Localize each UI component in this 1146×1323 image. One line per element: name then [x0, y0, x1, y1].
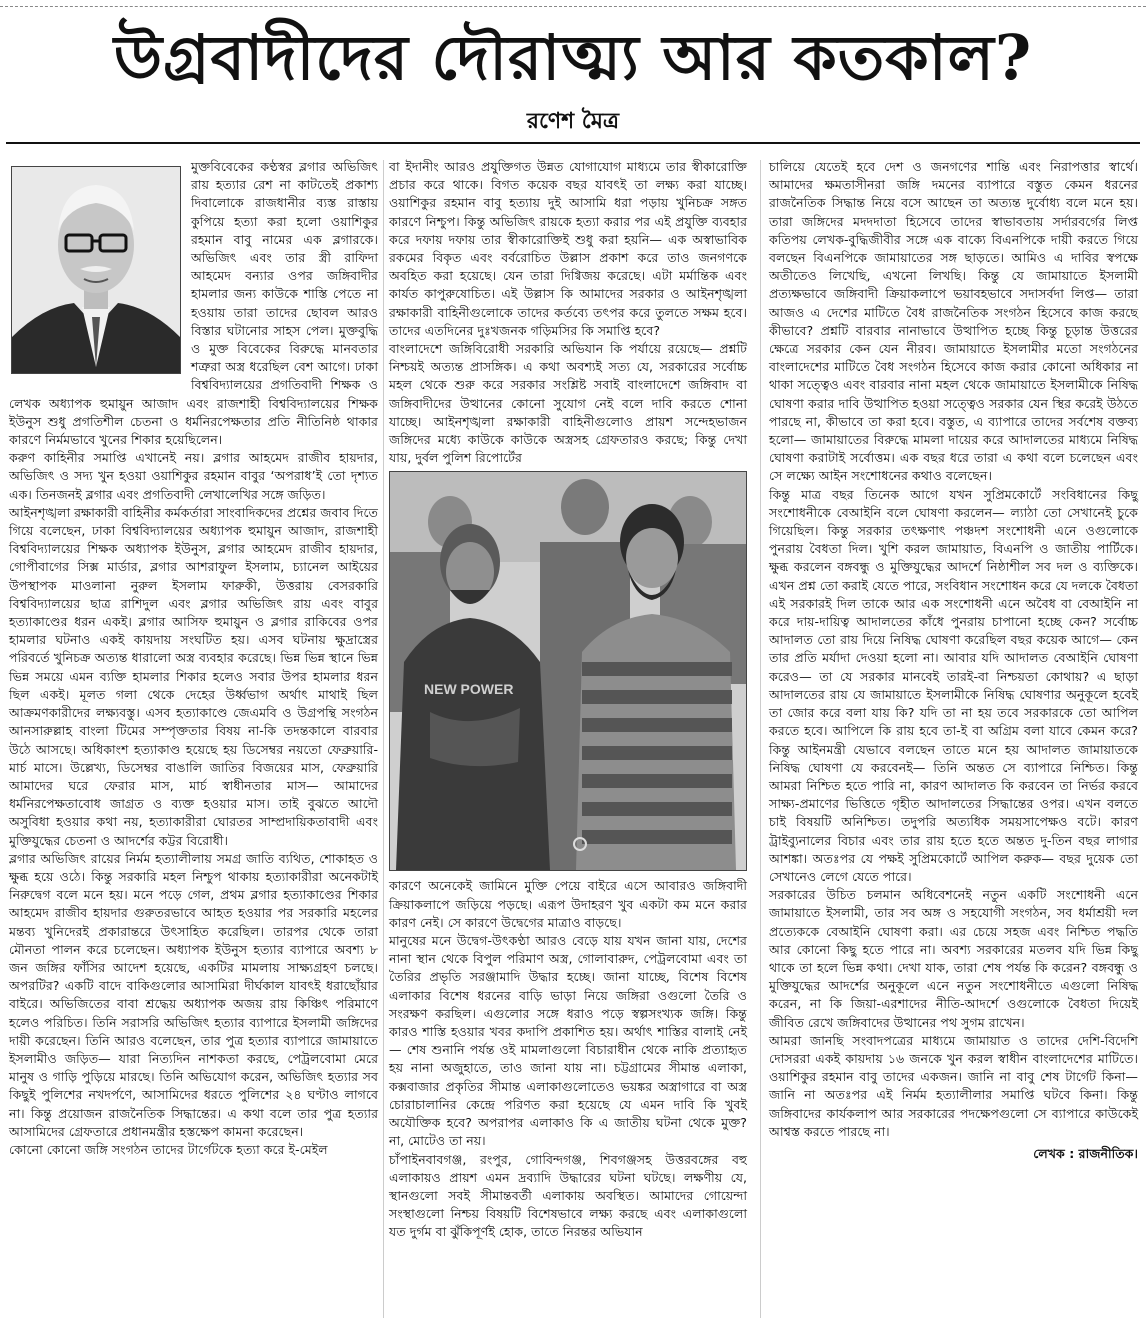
- top-border: [0, 0, 1146, 7]
- paragraph: চালিয়ে যেতেই হবে দেশ ও জনগণের শান্তি এবং নিরাপত্তার স্বার্থে। আমাদের ক্ষমতাসীনরা জঙ্গি দমনের ব্যাপারে বস্তুত কেমন ধরনের রাজনৈতিক সিদ্ধান্ত নিয়ে বসে আছেন তা অত্যন্ত দুর্বোধ্য বলে মনে হয়। তারা জঙ্গিদের মদদদাতা হিসেবে তাদের স্বাভাবতায় সর্দারবর্গের লিপ্ত কতিপয় লেখক-বুদ্ধিজীবীর সঙ্গে এক বাক্যে বিএনপিকে দায়ী করতে গিয়ে বলছেন বিএনপিকে জামায়াতের সঙ্গ ছাড়তে। আমিও এ দাবির স্বপক্ষে অতীতেও লিখেছি, এখনো লিখছি। কিন্তু যে জামায়াতে ইসলামী প্রত্যক্ষভাবে জঙ্গিবাদী ক্রিয়াকলাপে ভয়াবহভাবে সদাসর্বদা লিপ্ত— তারা আজও এ দেশের মাটিতে বৈধ রাজনৈতিক সংগঠন হিসেবে কাজ করছে কীভাবে? প্রশ্নটি বারবার নানাভাবে উত্থাপিত হচ্ছে কিন্তু চূড়ান্ত উত্তরের ক্ষেত্রে সরকার কেন যেন নীরব। জামায়াতে ইসলামীর মতো সংগঠনের বাংলাদেশের মাটিতে বৈধ সংগঠন হিসেবে কাজ করার কোনো অধিকার না থাকা সত্ত্বেও এবং বারবার নানা মহল থেকে জামায়াতে ইসলামীকে নিষিদ্ধ ঘোষণা করার দাবি উত্থাপিত হওয়া সত্ত্বেও সরকার যেন স্থির করেই উঠতে পারছে না, কীভাবে তা করা হবে। বস্তুত, এ ব্যাপারে তাদের সর্বশেষ বক্তব্য হলো— জামায়াতের বিরুদ্ধে মামলা দায়ের করে আদালতের মাধ্যমে নিষিদ্ধ ঘোষণা করাটাই সর্বোত্তম। এক বছর ধরে তারা এ কথা বলে চলেছেন এবং সে লক্ষ্যে আইন সংশোধনের কথাও বলেছেন।: [769, 159, 1138, 484]
- paragraph: ব্লগার অভিজিৎ রায়ের নির্মম হত্যালীলায় সমগ্র জাতি ব্যথিত, শোকাহত ও ক্ষুব্ধ হয়ে ওঠে। কিন্তু সরকারি মহল নিশ্চুপ থাকায় হত্যাকারীরা অনেকটাই নিরুদ্বেগ বলে মনে হয়। মনে পড়ে গেল, প্রথম ব্লগার হত্যাকাণ্ডের শিকার আহমেদ রাজীব হায়দার গুরুতরভাবে আহত হওয়ার পর সরকারি মহলের মন্তব্য খুনিদেরই প্রকারান্তরে উৎসাহিত করেছিল। তারপর থেকে তারা মৌনতা পালন করে চলেছেন। অধ্যাপক ইউনুস হত্যার ব্যাপারে অবশ্য ৮ জন জঙ্গির ফাঁসির আদেশ হয়েছে, একটির মামলায় সাক্ষ্যগ্রহণ চলছে। অপরটির? একটি বাদে বাকিগুলোর আসামিরা দীর্ঘকাল যাবৎই ধরাছোঁয়ার বাইরে। অভিজিতের বাবা শ্রদ্ধেয় অধ্যাপক অজয় রায় কিঞ্চিৎ পরিমাণে হলেও পরিচিত। তিনি সরাসরি অভিজিৎ হত্যার ব্যাপারে ইসলামী জঙ্গিদের দায়ী করেছেন। তিনি আরও বলেছেন, তার পুত্র হত্যার ব্যাপারে জামায়াতে ইসলামীও জড়িত— যারা নিত্যদিন নাশকতা করছে, পেট্রলবোমা মেরে মানুষ ও গাড়ি পুড়িয়ে মারছে। তিনি অভিযোগ করেন, অভিজিৎ হত্যার সব কিছুই পুলিশের নখদর্পণে, আসামিদের ধরতে পুলিশের ২৪ ঘণ্টাও লাগবে না। কিন্তু প্রয়োজন রাজনৈতিক সিদ্ধান্তের। এ কথা বলে তার পুত্র হত্যার আসামিদের গ্রেফতারে প্রধানমন্ত্রীর হস্তক্ষেপ কামনা করেছেন।: [9, 850, 378, 1139]
- column-3: [769, 158, 1138, 1163]
- paragraph: কোনো কোনো জঙ্গি সংগঠন তাদের টার্গেটকে হত্যা করে ই-মেইল: [9, 1141, 328, 1157]
- column-1: [9, 158, 378, 1159]
- header-rule: [6, 142, 1140, 144]
- paragraph: বা ইদানীং আরও প্রযুক্তিগত উন্নত যোগাযোগ মাধ্যমে তার স্বীকারোক্তি প্রচার করে থাকে। বিগত কয়েক বছর যাবৎই তা লক্ষ্য করা যাচ্ছে। ওয়াশিকুর রহমান বাবু হত্যায় দুই আসামি ধরা পড়ায় খুনিচক্র সঙ্গত কারণে নিশ্চুপ। কিন্তু অভিজিৎ রায়কে হত্যা করার পর এই প্রযুক্তি ব্যবহার করে দফায় দফায় তার স্বীকারোক্তিই শুধু করা হয়নি— এক অস্বাভাবিক রকমের বিকৃত এবং বর্বরোচিত উল্লাস প্রকাশ করে তাও জনগণকে অবহিত করা হয়েছে। যেন তারা দিগ্বিজয় করেছে। এটা মর্মান্তিক এবং কার্যত কাপুরুষোচিত। এই উল্লাস কি আমাদের সরকার ও আইনশৃঙ্খলা রক্ষাকারী বাহিনীগুলোকে তাদের কর্তব্যে তৎপর করে তুলতে সক্ষম হবে। তাদের এতদিনের দুঃখজনক গড়িমসির কি সমাপ্তি হবে?: [389, 159, 747, 338]
- paragraph: চাঁপাইনবাবগঞ্জ, রংপুর, গোবিন্দগঞ্জ, শিবগঞ্জসহ উত্তরবঙ্গের বহু এলাকায়ও প্রায়শ এমন দ্রব্যাদি উদ্ধারের ঘটনা ঘটছে। লক্ষণীয় যে, স্থানগুলো সবই সীমান্তবর্তী এলাকায় অবস্থিত। আমাদের গোয়েন্দা সংস্থাগুলো নিশ্চয় বিষয়টি বিশেষভাবে লক্ষ্য করছে এবং এলাকাগুলো যত দুর্গম বা ঝুঁকিপূর্ণই হোক, তাতে নিরন্তর অভিযান: [389, 1151, 747, 1240]
- paragraph: আইনশৃঙ্খলা রক্ষাকারী বাহিনীর কর্মকর্তারা সাংবাদিকদের প্রশ্নের জবাব দিতে গিয়ে বলেছেন, ঢাকা বিশ্ববিদ্যালয়ের অধ্যাপক হুমায়ুন আজাদ, রাজশাহী বিশ্ববিদ্যালয়ের শিক্ষক অধ্যাপক ইউনুস, ব্লগার আহমেদ রাজীব হায়দার, গোপীবাগের সিক্স মার্ডার, ব্লগার আশরাফুল ইসলাম, চ্যানেল আইয়ের উপস্থাপক মাওলানা নুরুল ইসলাম ফারুকী, উত্তরায় বেসরকারি বিশ্ববিদ্যালয়ের ছাত্র রাশিদুল এবং ব্লগার অভিজিৎ রায় এবং বাবুর হত্যাকাণ্ডের ধরন একই। ব্লগার আসিফ হুমায়ুন ও ব্লগার রাকিবের ওপর হামলার ঘটনাও একই কায়দায় সংঘটিত হয়। এসব ঘটনায় ক্ষুদ্রাস্ত্রের পরিবর্তে খুনিচক্র অত্যন্ত ধারালো অস্ত্র ব্যবহার করেছে। ভিন্ন ভিন্ন স্থানে ভিন্ন ভিন্ন সময়ে এমন ব্যক্তি হামলার শিকার হলেও সবার উপর হামলার ধরন ছিল একই। মূলত গলা থেকে দেহের উর্ধ্বভাগ অর্থাৎ মাথাই ছিল আক্রমণকারীদের লক্ষ্যবস্তু। এসব হত্যাকাণ্ডে জেএমবি ও উগ্রপন্থি সংগঠন আনসারুল্লাহ বাংলা টিমের সম্পৃক্ততার বিষয় না-কি তদন্তকালে বারবার উঠে আসছে। অধিকাংশ হত্যাকাণ্ড হয়েছে হয় ডিসেম্বর নয়তো ফেব্রুয়ারি-মার্চ মাসে। উল্লেখ্য, ডিসেম্বর বাঙালি জাতির বিজয়ের মাস, ফেব্রুয়ারি আমাদের ঘরে ফেরার মাস, মার্চ স্বাধীনতার মাস— আমাদের ধর্মনিরপেক্ষতাবোধ জাগ্রত ও ব্যক্ত হওয়ার মাস। তাই বুঝতে আদৌ অসুবিধা হওয়ার কথা নয়, হত্যাকারীরা ঘোরতর সাম্প্রদায়িকতাবাদী এবং মুক্তিযুদ্ধের চেতনা ও আদর্শের কট্টর বিরোধী।: [9, 504, 378, 848]
- news-photo: [389, 471, 747, 871]
- author-photo: [11, 166, 181, 374]
- paragraph: সরকারের উচিত চলমান অধিবেশনেই নতুন একটি সংশোধনী এনে জামায়াতে ইসলামী, তার সব অঙ্গ ও সহযোগী সংগঠন, সব ধর্মাশ্রয়ী দল প্রত্যেককে বেআইনি ঘোষণা করা। এর চেয়ে সহজ এবং নিশ্চিত পদ্ধতি আর কোনো কিছু হতে পারে না। অবশ্য সরকারের মতলব যদি ভিন্ন কিছু থাকে তা হলে ভিন্ন কথা। দেখা যাক, তারা শেষ পর্যন্ত কি করেন? বঙ্গবন্ধু ও মুক্তিযুদ্ধের আদর্শের অনুকূলে এনে নতুন সংশোধনীতে এগুলো নিষিদ্ধ করেন, না কি জিয়া-এরশাদের নীতি-আদর্শে ওগুলোকে বৈধতা দিয়েই জীবিত রেখে জঙ্গিবাদের উত্থানের পথ সুগম রাখেন।: [769, 887, 1138, 1030]
- column-divider: [383, 160, 384, 1318]
- shirt-text: NEW POWER: [424, 681, 514, 698]
- paragraph: আমরা জানছি সংবাদপত্রের মাধ্যমে জামায়াত ও তাদের দেশি-বিদেশি দোসররা একই কায়দায় ১৬ জনকে খুন করল স্বাধীন বাংলাদেশের মাটিতে। ওয়াশিকুর রহমান বাবু তাদের একজন। জানি না বাবু শেষ টার্গেট কিনা— জানি না অতঃপর এই নির্মম হত্যালীলার সমাপ্তি ঘটবে কিনা। কিন্তু জঙ্গিবাদের কার্যকলাপ আর সরকারের পদক্ষেপগুলো সে ব্যাপারে কাউকেই আশ্বস্ত করতে পারছে না।: [769, 1032, 1138, 1139]
- paragraph: মানুষের মনে উদ্বেগ-উৎকণ্ঠা আরও বেড়ে যায় যখন জানা যায়, দেশের নানা স্থান থেকে বিপুল পরিমাণ অস্ত্র, গোলাবারুদ, পেট্রলবোমা এবং তা তৈরির প্রভৃতি সরঞ্জামাদি উদ্ধার হচ্ছে। জানা যাচ্ছে, বিশেষ বিশেষ এলাকার বিশেষ ধরনের বাড়ি ভাড়া নিয়ে জঙ্গিরা ওগুলো তৈরি ও সংরক্ষণ করছিল। এগুলোর সঙ্গে ধরাও পড়ে স্বল্পসংখ্যক জঙ্গি। কিন্তু কারও শাস্তি হওয়ার খবর কদাপি প্রকাশিত হয়। অর্থাৎ শাস্তির বালাই নেই— শেষ শুনানি পর্যন্ত ওই মামলাগুলো বিচারাধীন থেকে নাকি প্রত্যাহৃত হয় নানা অজুহাতে, তাও জানা যায় না। চট্টগ্রামের সীমান্ত এলাকা, কক্সবাজার প্রকৃতির সীমান্ত এলাকাগুলোতেও ভয়ঙ্কর অস্ত্রাগারে বা অস্ত্র চোরাচালানির কেন্দ্রে পরিণত করা হয়েছে যে এমন দাবি কি খুবই অযৌক্তিক হবে? অপরাপর এলাকাও কি এ জাতীয় ঘটনা থেকে মুক্ত? না, মোটেও তা নয়।: [389, 933, 747, 1149]
- paragraph: করুণ কাহিনীর সমাপ্তি এখানেই নয়। ব্লগার আহমেদ রাজীব হায়দার, অভিজিৎ ও সদ্য খুন হওয়া ওয়াশিকুর রহমান বাবুর ‘অপরাধ’ই তো দৃশ্যত এক। তিনজনই ব্লগার এবং প্রগতিবাদী লেখালেখির সঙ্গে জড়িত।: [9, 450, 378, 502]
- paragraph: কারণে অনেকেই জামিনে মুক্তি পেয়ে বাইরে এসে আবারও জঙ্গিবাদী ক্রিয়াকলাপে জড়িয়ে পড়ছে। এরূপ উদাহরণ খুব একটা কম মনে করার কারণ নেই। সে কারণে উদ্বেগের মাত্রাও বাড়ছে।: [389, 878, 747, 930]
- author-note: লেখক : রাজনীতিক।: [1033, 1145, 1138, 1161]
- headline: উগ্রবাদীদের দৌরাত্ম্য আর কতকাল?: [113, 21, 1033, 94]
- paragraph: বাংলাদেশে জঙ্গিবিরোধী সরকারি অভিযান কি পর্যায়ে রয়েছে— প্রশ্নটি নিশ্চয়ই অত্যন্ত প্রাসঙ্গিক। এ কথা অবশ্যই সত্য যে, সরকারের সর্বোচ্চ মহল থেকে শুরু করে সরকার সংশ্লিষ্ট সবাই বাংলাদেশে জঙ্গিবাদ বা জঙ্গিবাদীদের উত্থানের কোনো সুযোগ নেই বলে দাবি করতে শোনা যাচ্ছে। আইনশৃঙ্খলা রক্ষাকারী বাহিনীগুলোও প্রায়শ সন্দেহভাজন জঙ্গিদের মধ্যে কাউকে কাউকে অস্ত্রসহ গ্রেফতারও করছে; কিন্তু দেখা যায়, দুর্বল পুলিশ রিপোর্টের: [389, 341, 747, 466]
- byline: রণেশ মৈত্র: [526, 108, 620, 134]
- column-divider: [760, 160, 761, 1318]
- paragraph: মুক্তবিবেকের কণ্ঠস্বর ব্লগার অভিজিৎ রায় হত্যার রেশ না কাটতেই প্রকাশ্য দিবালোকে রাজধানীর ব্যস্ত রাস্তায় কুপিয়ে হত্যা করা হলো ওয়াশিকুর রহমান বাবু নামের এক ব্লগারকে। অভিজিৎ এবং তার স্ত্রী রাফিদা আহমেদ বন্যার ওপর জঙ্গিবাদীর হামলার জন্য কাউকে শাস্তি পেতে না হওয়ায় তারা তাদের ছোবল আরও বিস্তার ঘটানোর সাহস পেল। মুক্তবুদ্ধি ও মুক্ত বিবেকের বিরুদ্ধে মানবতার শত্রুরা অস্ত্র ধরেছিল বেশ আগে। ঢাকা বিশ্ববিদ্যালয়ের প্রগতিবাদী শিক্ষক ও লেখক অধ্যাপক হুমায়ুন আজাদ এবং রাজশাহী বিশ্ববিদ্যালয়ের শিক্ষক ইউনুস শুধু প্রগতিশীল চেতনা ও ধর্মনিরপেক্ষতার প্রতি নীতিনিষ্ঠ থাকার কারণে নির্মমভাবে খুনের শিকার হয়েছিলেন।: [9, 159, 378, 448]
- paragraph: কিন্তু মাত্র বছর তিনেক আগে যখন সুপ্রিমকোর্টে সংবিধানের কিছু সংশোধনীকে বেআইনি বলে ঘোষণা করলেন— ল্যাঠা তো সেখানেই চুকে গিয়েছিল। কিন্তু সরকার তৎক্ষণাৎ পঞ্চদশ সংশোধনী এনে ওগুলোকে পুনরায় বৈধতা দিল। খুশি করল জামায়াত, বিএনপি ও জাতীয় পার্টিকে। ক্ষুব্ধ করলেন বঙ্গবন্ধু ও মুক্তিযুদ্ধের আদর্শে নিষ্ঠাশীল সব দল ও ব্যক্তিকে। এখন প্রশ্ন তো করাই যেতে পারে, সংবিধান সংশোধন করে যে দলকে বৈধতা এই সরকারই দিল তাকে আর এক সংশোধনী এনে অবৈধ বা বেআইনি না করে দায়-দায়িত্ব আদালতের কাঁধে পুনরায় চাপানো হচ্ছে কেন? সর্বোচ্চ আদালত তো রায় দিয়ে নিষিদ্ধ ঘোষণা করেছিল বছর কয়েক আগে— কেন তার প্রতি মর্যাদা দেওয়া হলো না। আবার যদি আদালত বেআইনি ঘোষণা করেও— তা যে সরকার মানবেই তারই-বা নিশ্চয়তা কোথায়? এ ছাড়া আদালতের রায় যে জামায়াতে ইসলামীকে নিষিদ্ধ ঘোষণার অনুকূলে হবেই তা জোর করে বলা যায় কি? যদি তা না হয় তবে সরকারকে তো আপিল করতে হবে। আপিলে কি রায় হবে তা-ই বা অগ্রিম বলা যাবে কেমন করে? কিন্তু আইনমন্ত্রী যেভাবে বলছেন তাতে মনে হয় আদালত জামায়াতকে নিষিদ্ধ ঘোষণা যে করবেনই— তিনি অন্তত সে ব্যাপারে নিশ্চিত। কিন্তু আমরা নিশ্চিত হতে পারি না, কারণ আদালত কি করবেন তা নির্ভর করবে সাক্ষ্য-প্রমাণের ভিত্তিতে গৃহীত আদালতের সিদ্ধান্তের ওপর। এখন বলতে চাই বিষয়টি অনিশ্চিত। তদুপরি অত্যধিক সময়সাপেক্ষও বটে। কারণ ট্রাইব্যুনালের বিচার এবং তার রায় হতে হতে অন্তত দু-তিন বছর লাগার আশঙ্কা। অতঃপর যে পক্ষই সুপ্রিমকোর্টে আপিল করুক— বছর দুয়েক তো সেখানেও লেগে যেতে পারে।: [769, 486, 1138, 884]
- column-2: [389, 158, 747, 1242]
